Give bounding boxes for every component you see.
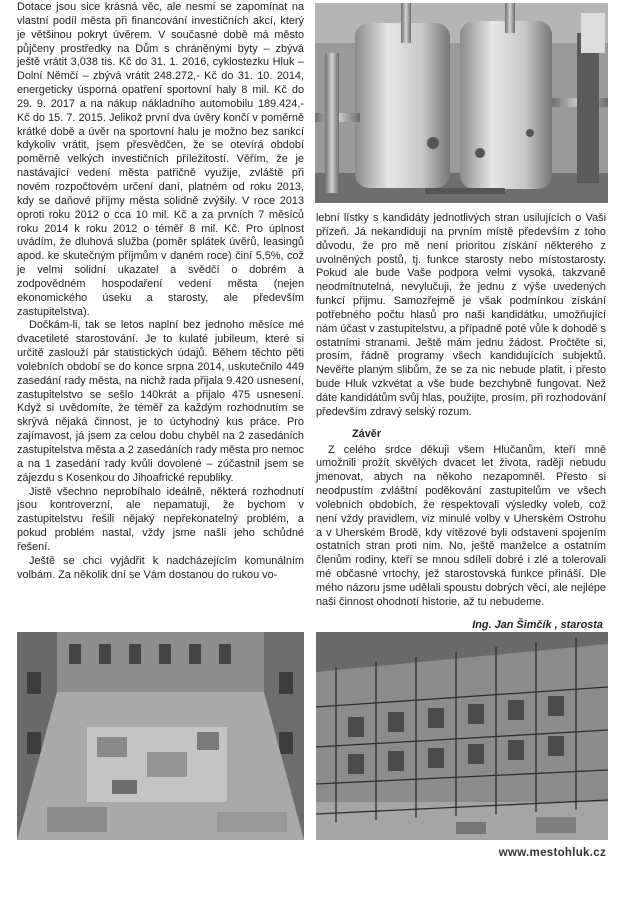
- paragraph-conclusion: Z celého srdce děkuji všem Hlučanům, kteří mně umožnili prožít skvělých dvacet let života, raději nebudu jmenovat, abych na někoho nezapomněl. Přesto si neodpustím zvláštní poděkování zastupitelům ve všech volebních obdobích, že respektovali výsledky voleb, což není vždy pravidlem, viz minulé volby v Uherském Ostrohu a v Uherském Brodě, kdy vítězové byli odstaveni spojením ostatních stran proti nim. No, ještě manželce a ostatním členům rodiny, kteří se mnou sdíleli dobré i zlé a tolerovali mé občasné vrtochy, jež starostovská funkce přináší. Dle mého názoru jsme udělali spoustu dobrých věcí, ale nejlépe naši činnost ohodnotí historie, až tu nebudeme.: [316, 443, 606, 608]
- author-signature: Ing. Jan Šimčík , starosta: [472, 618, 603, 631]
- paragraph-anniversary: Dočkám-li, tak se letos naplní bez jednoho měsíce mé dvacetileté starostování. Je to kulaté jubileum, které si určitě zaslouží pár statistických údajů. Během těchto pěti volebních období se do konce srpna 2014, uskutečnilo 449 zasedání rady města, na nichž rada přijala 9.420 usnesení, zastupitelstvo se sešlo 140krát a přijalo 475 usnesení. Když si uvědomíte, že téměř za každým rozhodnutím se skrývá nějaká činnost, je to úctyhodný kus práce. Pro zajímavost, já jsem za celou dobu chyběl na 2 zasedáních zastupitelstva města a 2 zasedáních rady města pro nemoc a na 1 zasedání rady kvůli dovolené – zúčastnil jsem se zájezdu s Kosenkou do Jihoafrické republiky.: [17, 319, 304, 484]
- paragraph-ballots: lební lístky s kandidáty jednotlivých stran usilujících o Vaši přízeň. Já nekandiduji na prvním místě především z toho důvodu, že pro mě není prioritou získání některého z uvolněných postů, tj. funkce starosty nebo místostarosty. Pokud ale bude Vaše podpora velmi vysoká, takzvaně neodmítnutelná, nevylučuji, že jednu z výše uvedených funkcí přijmu. Samozřejmě je však podmínkou získání potřebného počtu hlasů pro naši kandidátku, umožňující nám účast v zastupitelstvu, a případně poté vůle k dohodě s ostatními stranami. Ještě mám jednu žádost. Pročtěte si, prosím, řádně programy všech kandidujících subjektů. Nevěřte planým slibům, že se za nic nebude platit, i přesto bude Hluk vzkvétat a vše bude bezchybně fungovat. Než dáte kandidátům svůj hlas, použijte, prosím, při rozhodování především zdravý selský rozum.: [316, 212, 606, 418]
- paragraph-loans: Dotace jsou sice krásná věc, ale nesmí se zapomínat na vlastní podíl města při financování investičních akcí, který je většinou pokryt úvěrem. V současné době má město půjčeny prostředky na Dům s chráněnými byty – zbývá ještě vrátit 3,038 tis. Kč do 31. 1. 2016, cyklostezku Hluk – Dolní Němčí – zbývá vrátit 248.272,- Kč do 31. 10. 2014, energeticky úsporná opatření sportovní haly 8 mil. Kč do 29. 9. 2017 a na nákup nákladního automobilu 189.424,- Kč do 15. 7. 2015. Jelikož první dva úvěry končí v poměrně krátké době a úvěr na sportovní halu je možno bez sankcí kdykoliv vrátit, jsem přesvědčen, že se otevírá období poměrně velkých investičních příležitostí. Věřím, že je nastávající vedení města patřičně využije, zvláště při novém rozpočtovém určení daní, platném od roku 2013, kdy se daňové příjmy města solidně zvýšily. V roce 2013 oproti roku 2012 o cca 10 mil. Kč a za prvních 7 měsíců roku 2014 k roku 2012 o téměř 8 mil. Kč. Pro úplnost uvádím, že dluhová služba (poměr splátek úvěrů, leasingů apod. ke skutečným příjmům v daném roce) činí 5,5%, což je velmi solidní ukazatel a svědčí o dobrém a zodpovědném hospodaření vedení města (nejen ekonomického úseku a starosty, ale především zastupitelstva).: [17, 1, 304, 318]
- paragraph-decisions: Jistě všechno neprobíhalo ideálně, některá rozhodnutí jsou kontroverzní, ale nepamatuji, že bychom v zastupitelstvu řešili nějaký nepřekonatelný problém, a pokud problém nastal, vždy jsme našli jeho schůdné řešení.: [17, 485, 304, 553]
- article-right-column: [316, 212, 606, 632]
- article-left-column: [17, 1, 304, 582]
- scaffolding-facade-photo: [316, 632, 608, 840]
- footer-website-url: www.mestohluk.cz: [498, 847, 606, 859]
- paragraph-elections: Ještě se chci vyjádřit k nadcházejícím komunálním volbám. Za několik dní se Vám dostanou do rukou vo-: [17, 554, 304, 581]
- section-heading-conclusion: Závěr: [352, 427, 382, 440]
- boiler-room-photo: [315, 3, 608, 203]
- courtyard-construction-photo: [17, 632, 304, 840]
